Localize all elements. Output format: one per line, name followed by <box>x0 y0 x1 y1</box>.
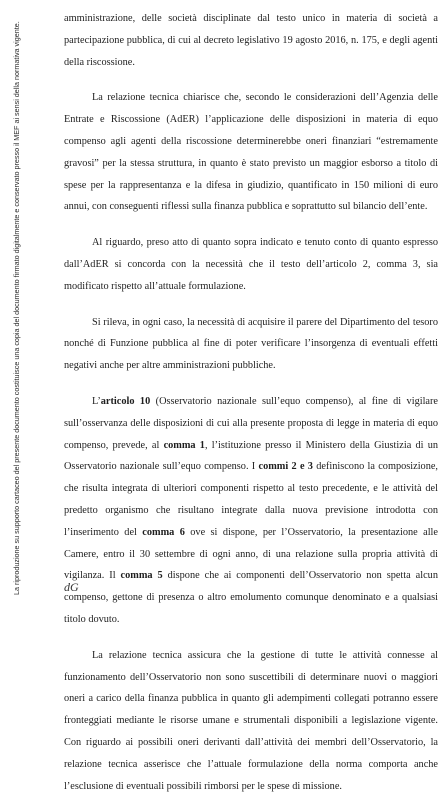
document-body <box>64 8 438 811</box>
bold-commi-2-3: commi 2 e 3 <box>258 461 313 473</box>
paragraph-al-riguardo: Al riguardo, preso atto di quanto sopra indicato e tenuto conto di quanto espresso dall’AdER si concorda con la necessità che il testo dell’articolo 2, comma 3, sia modificato rispetto all’attuale formulazione. <box>64 237 438 292</box>
bold-comma-5: comma 5 <box>120 570 163 582</box>
paragraph-si-rileva: Si rileva, in ogni caso, la necessità di acquisire il parere del Dipartimento del tesoro nonché di Funzione pubblica al fine di poter verificare l’insorgenza di eventuali effetti negativi anche per altre amministrazioni pubbliche. <box>64 316 438 372</box>
page-number: dG <box>64 580 79 594</box>
paragraph-articolo-10 <box>64 391 438 631</box>
text-run: (Osservatorio nazionale sull’equo compenso), al fine di vigilare sull’osservanza delle disposizioni di cui alla presente proposta di legge in materia di equo compenso, prevede, al <box>64 395 439 451</box>
text-run: ove si dispone, per l’Osservatorio, la presentazione alle Camere, entro il 30 settembre di ogni anno, di una relazione sulla propria attività di vigilanza. Il <box>64 526 438 582</box>
bold-comma-6: comma 6 <box>142 526 185 538</box>
paragraph-relazione-osservatorio: La relazione tecnica assicura che la gestione di tutte le attività connesse al funzionamento dell’Osservatorio non sono suscettibili di determinare nuovi o maggiori oneri a carico della finanza pubblica in quanto gli adempimenti collegati potranno essere fronteggiati mediante le risorse umane e strumentali disponibili a legislazione vigente. Con riguardo ai possibili oneri derivanti dall’attività dei membri dell’Osservatorio, la relazione tecnica asserisce che l’attuale formulazione della norma comporta anche l’esclusione di eventuali possibili rimborsi per le spese di missione. <box>64 649 438 792</box>
text-run: , l’istituzione presso il Ministero della Giustizia di un Osservatorio nazionale sull’equo compenso. I <box>64 439 438 473</box>
paragraph-relazione-tecnica-ader: La relazione tecnica chiarisce che, secondo le considerazioni dell’Agenzia delle Entrate e Riscossione (AdER) l’applicazione delle disposizioni in materia di equo compenso agli agenti della riscossione determinerebbe oneri finanziari “estremamente gravosi” per la stessa struttura, in quanto è stato previsto un maggior esborso a titolo di spese per la rappresentanza e la difesa in giudizio, quantificato in 150 milioni di euro annui, con conseguenti riflessi sulla finanza pubblica e soprattutto sul bilancio dell’ente. <box>64 92 438 213</box>
text-run: L’ <box>92 395 101 407</box>
text-run: definiscono la composizione, che risulta integrata di ulteriori componenti rispetto al testo precedente, e le attività del predetto organismo che risultano integrate dalla nuova previsione introdotta con l’inserimento del <box>64 461 438 538</box>
text-run: dispone che ai componenti dell’Osservatorio non spetta alcun compenso, gettone di presenza o altro emolumento comunque denominato e a qualsiasi titolo dovuto. <box>64 570 438 625</box>
bold-comma-1: comma 1 <box>163 439 205 451</box>
bold-articolo-10: articolo 10 <box>100 395 151 407</box>
side-note-text: La riproduzione su supporto cartaceo del presente documento costituisce una copia del documento firmato digitalmente e conservato presso il MEF ai sensi della normativa vigente. <box>12 21 21 595</box>
side-note <box>5 20 19 595</box>
paragraph-continuation: amministrazione, delle società disciplinate dal testo unico in materia di società a partecipazione pubblica, di cui al decreto legislativo 19 agosto 2016, n. 175, e degli agenti della riscossione. <box>64 13 438 68</box>
